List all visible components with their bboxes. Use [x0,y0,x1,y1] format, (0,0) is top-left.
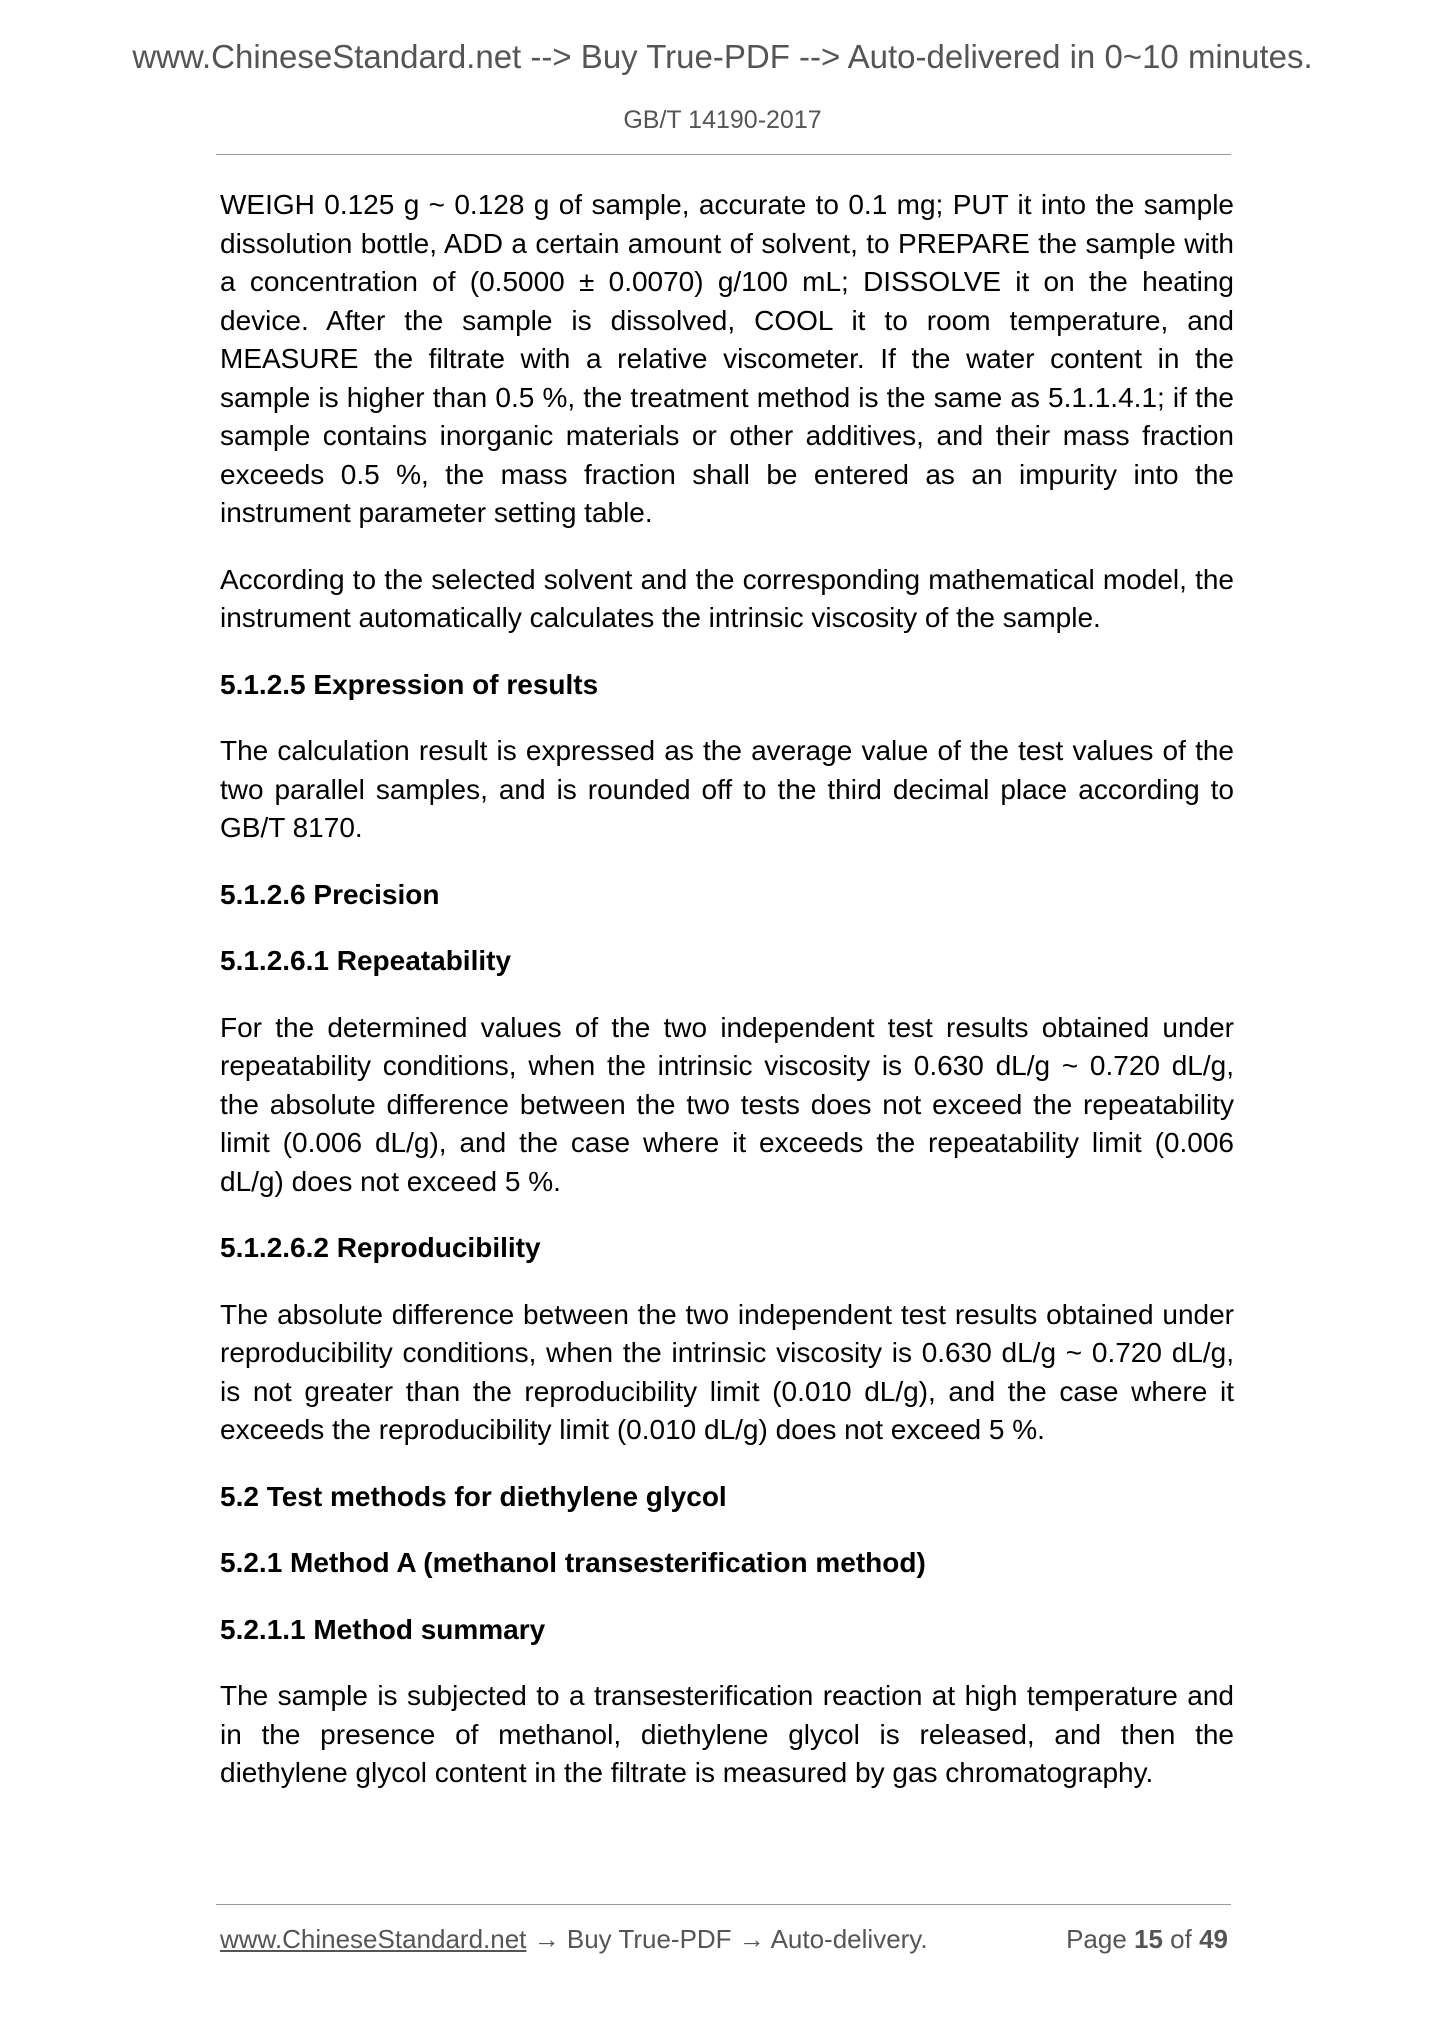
footer-delivery-text: → Buy True-PDF → Auto-delivery. [526,1924,928,1954]
heading-5-1-2-6: 5.1.2.6 Precision [220,878,440,910]
footer-divider [216,1904,1231,1905]
page-content [220,186,1234,1821]
paragraph-expression-of-results: The calculation result is expressed as the average value of the test values of the two parallel samples, and is rounded off to the third decimal place according to GB/T 8170. [220,735,1234,843]
footer-site-link[interactable]: www.ChineseStandard.net [220,1924,527,1954]
page-indicator [1066,1924,1228,1955]
heading-5-2-1-1: 5.2.1.1 Method summary [220,1613,546,1645]
current-page-number: 15 [1134,1924,1163,1954]
heading-5-1-2-6-1: 5.1.2.6.1 Repeatability [220,945,512,976]
heading-5-2-1: 5.2.1 Method A (methanol transesterification method) [220,1547,926,1578]
top-banner: www.ChineseStandard.net --> Buy True-PDF --> Auto-delivered in 0~10 minutes. [132,38,1313,75]
heading-5-2: 5.2 Test methods for diethylene glycol [220,1480,727,1512]
paragraph-repeatability: For the determined values of the two independent test results obtained under repeatability conditions, when the intrinsic viscosity is 0.630 dL/g ~ 0.720 dL/g, the absolute difference between the two tests does not exceed the repeatability limit (0.006 dL/g), and the case where it exceeds the repeatability limit (0.006 dL/g) does not exceed 5 %. [220,1011,1234,1197]
paragraph-sample-preparation: WEIGH 0.125 g ~ 0.128 g of sample, accurate to 0.1 mg; PUT it into the sample dissolution bottle, ADD a certain amount of solvent, to PREPARE the sample with a concentration of (0.5000 ± 0.0070) g/100 mL; DISSOLVE it on the heating device. After the sample is dissolved, COOL it to room temperature, and MEASURE the filtrate with a relative viscometer. If the water content in the sample is higher than 0.5 %, the treatment method is the same as 5.1.1.4.1; if the sample contains inorganic materials or other additives, and their mass fraction exceeds 0.5 %, the mass fraction shall be entered as an impurity into the instrument parameter setting table. [220,189,1234,528]
page-footer [220,1924,1228,1955]
total-pages-number: 49 [1199,1924,1228,1954]
paragraph-instrument-calculation: According to the selected solvent and the corresponding mathematical model, the instrument automatically calculates the intrinsic viscosity of the sample. [220,563,1234,633]
paragraph-method-summary: The sample is subjected to a transesterification reaction at high temperature and in the presence of methanol, diethylene glycol is released, and then the diethylene glycol content in the filtrate is measured by gas chromatography. [220,1680,1234,1788]
header-divider [216,154,1231,155]
heading-5-1-2-6-2: 5.1.2.6.2 Reproducibility [220,1232,541,1263]
paragraph-reproducibility: The absolute difference between the two independent test results obtained under reproducibility conditions, when the intrinsic viscosity is 0.630 dL/g ~ 0.720 dL/g, is not greater than the reproducibility limit (0.010 dL/g), and the case where it exceeds the reproducibility limit (0.010 dL/g) does not exceed 5 %. [220,1298,1234,1445]
heading-5-1-2-5: 5.1.2.5 Expression of results [220,668,599,700]
of-label: of [1162,1924,1200,1954]
page-label: Page [1066,1924,1135,1954]
standard-code: GB/T 14190-2017 [623,106,822,134]
